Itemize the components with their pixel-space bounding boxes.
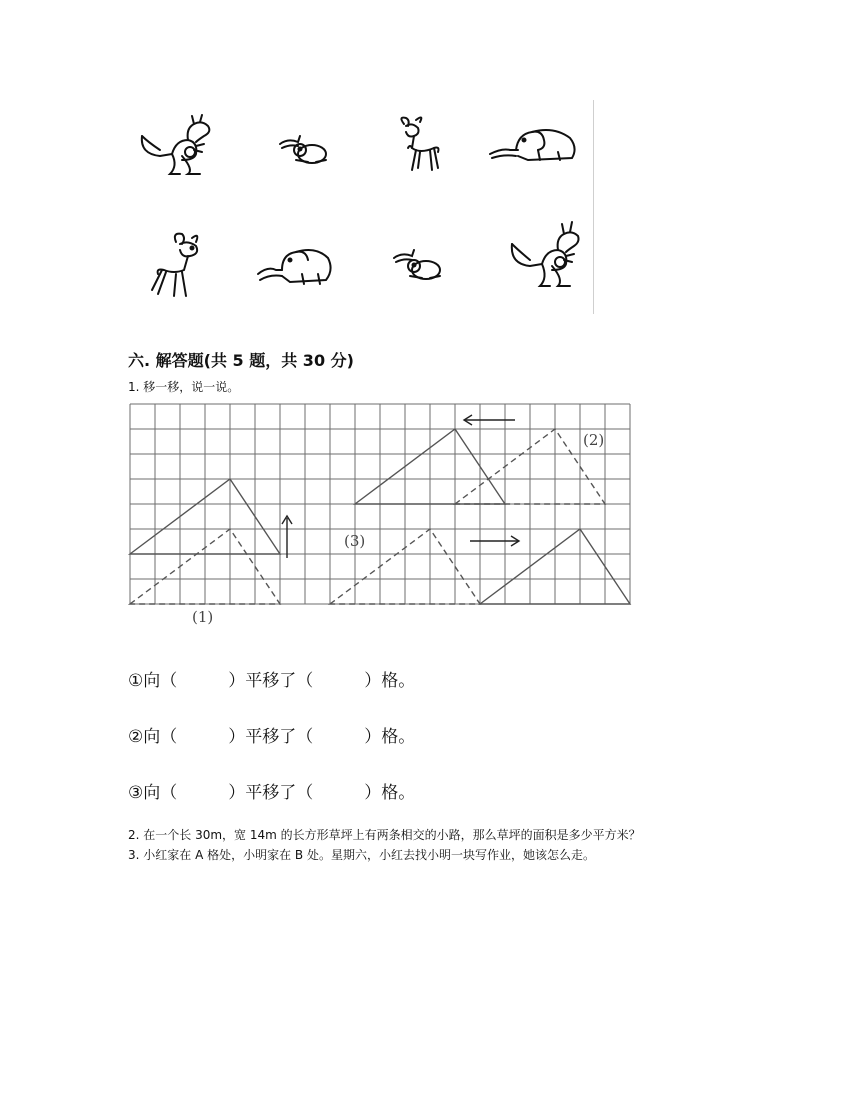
- up-arrow-icon: [282, 516, 292, 558]
- answer-line-3[interactable]: ③向（ ）平移了（ ）格。: [128, 783, 416, 803]
- question-2: 2. 在一个长 30m，宽 14m 的长方形草坪上有两条相交的小路，那么草坪的面积是多少平方米？: [128, 828, 641, 842]
- answer-line-2[interactable]: ②向（ ）平移了（ ）格。: [128, 727, 416, 747]
- figure-label-2: (2): [583, 431, 605, 449]
- elephant-image: [488, 124, 580, 164]
- question-3: 3. 小红家在 A 格处，小明家在 B 处。星期六，小红去找小明一块写作业，她该怎么走。: [128, 848, 595, 862]
- deer-image: [146, 230, 210, 300]
- deer-image: [390, 114, 448, 174]
- kangaroo-image: [508, 220, 584, 292]
- figure-label-1: (1): [192, 608, 214, 626]
- rabbit-image: [392, 246, 444, 282]
- kangaroo-image: [138, 114, 220, 178]
- right-arrow-icon: [470, 536, 519, 546]
- figure-label-3: (3): [344, 532, 366, 550]
- left-arrow-icon: [464, 415, 515, 425]
- translation-grid-figure: [128, 400, 638, 632]
- elephant-image: [254, 244, 334, 288]
- rabbit-image: [278, 132, 330, 166]
- section-title: 六. 解答题(共 5 题，共 30 分): [128, 351, 354, 370]
- divider-line: [593, 100, 594, 314]
- animal-picture-grid: [128, 100, 608, 316]
- question-1-label: 1. 移一移，说一说。: [128, 380, 240, 394]
- answer-line-1[interactable]: ①向（ ）平移了（ ）格。: [128, 671, 416, 691]
